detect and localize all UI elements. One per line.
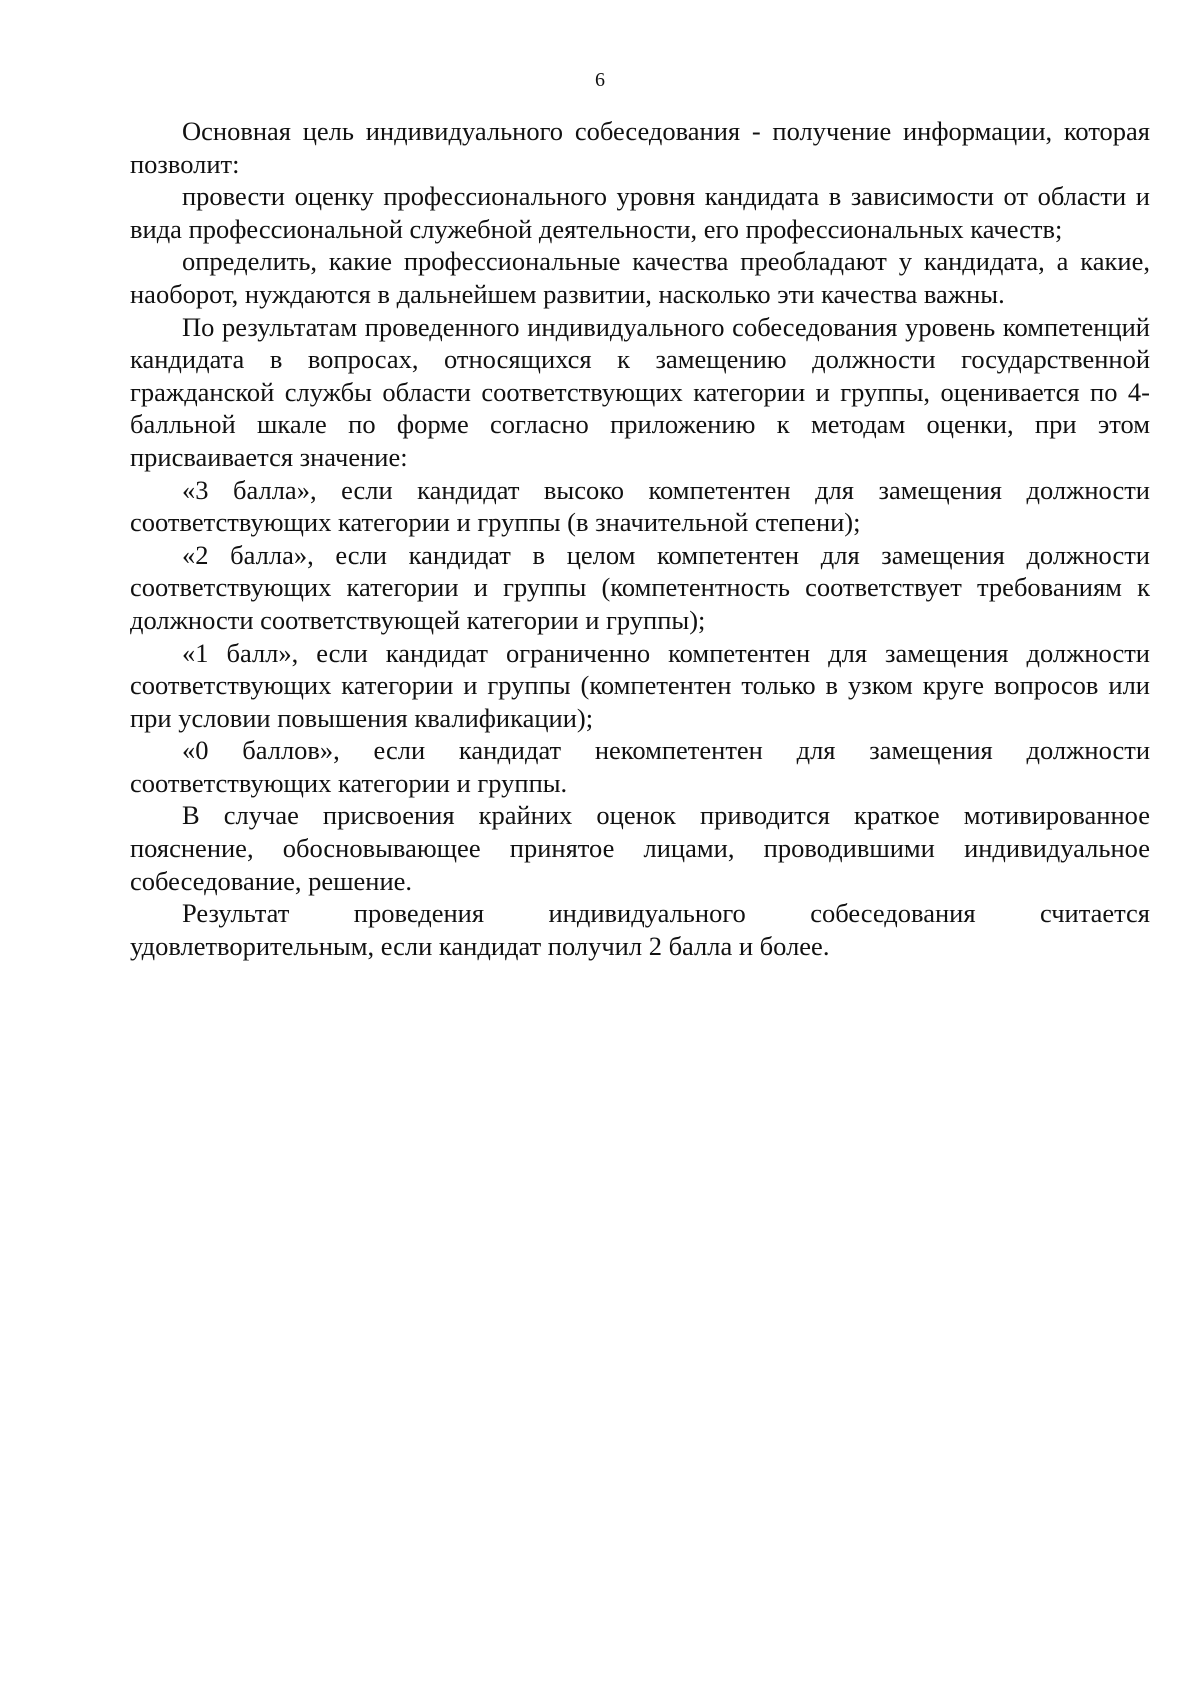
document-body: [130, 115, 1150, 962]
paragraph-purpose: Основная цель индивидуального собеседования - получение информации, которая позволит:: [130, 116, 1150, 179]
paragraph-score-1: «1 балл», если кандидат ограниченно компетентен для замещения должности соответствующих категории и группы (компетентен только в узком круге вопросов или при условии повышения квалификации);: [130, 637, 1150, 733]
paragraph-score-3: «3 балла», если кандидат высоко компетентен для замещения должности соответствующих категории и группы (в значительной степени);: [130, 474, 1150, 538]
paragraph-score-2: «2 балла», если кандидат в целом компетентен для замещения должности соответствующих категории и группы (компетентность соответствует требованиям к должности соответствующей категории и группы);: [130, 539, 1150, 635]
paragraph-result: Результат проведения индивидуального собеседования считается удовлетворительным, если кандидат получил 2 балла и более.: [130, 898, 1150, 961]
paragraph-score-0: «0 баллов», если кандидат некомпетентен для замещения должности соответствующих категории и группы.: [130, 735, 1150, 798]
paragraph-scoring-scale: По результатам проведенного индивидуального собеседования уровень компетенций кандидата в вопросах, относящихся к замещению должности государственной гражданской службы области соответствующих категории и группы, оценивается по 4-балльной шкале по форме согласно приложению к методам оценки, при этом присваивается значение:: [130, 311, 1150, 472]
paragraph-assess-level: провести оценку профессионального уровня кандидата в зависимости от области и вида профессиональной служебной деятельности, его профессиональных качеств;: [130, 181, 1150, 244]
page-number: 6: [595, 69, 605, 91]
paragraph-extreme-scores: В случае присвоения крайних оценок приводится краткое мотивированное пояснение, обосновывающее принятое лицами, проводившими индивидуальное собеседование, решение.: [130, 800, 1150, 896]
paragraph-determine-qualities: определить, какие профессиональные качества преобладают у кандидата, а какие, наоборот, нуждаются в дальнейшем развитии, насколько эти качества важны.: [130, 246, 1150, 309]
